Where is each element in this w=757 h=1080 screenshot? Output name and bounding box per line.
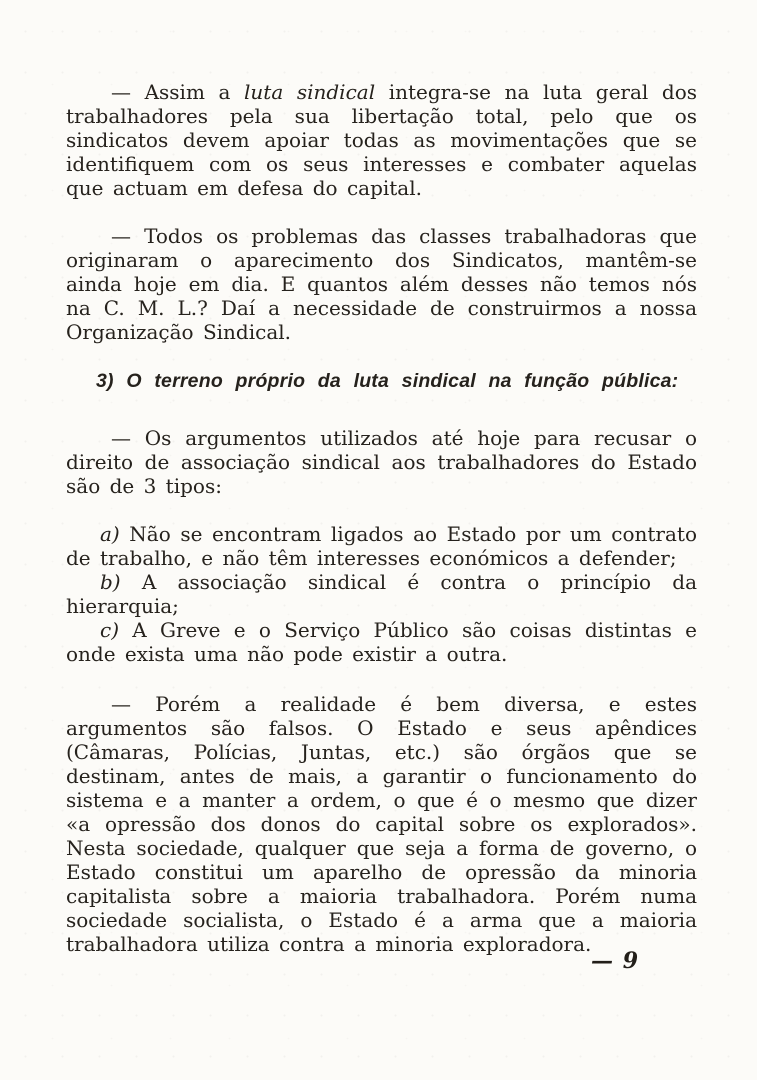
argument-list (66, 522, 697, 666)
section-heading: 3) O terreno próprio da luta sindical na função pública: (96, 370, 679, 392)
paragraph-rest-text: integra-se na luta geral dos trabalhadores pela sua libertação total, pelo que os sindicatos devem apoiar todas as movimentações que se identifiquem com os seus interesses e combater aquelas que actuam em defesa do capital. (66, 80, 697, 200)
paragraph-lead-text: — Assim a (111, 80, 245, 104)
list-item-c (66, 618, 697, 666)
paragraph-luta-sindical (66, 80, 697, 200)
list-item-a (66, 522, 697, 570)
list-item-b (66, 570, 697, 618)
list-item-a-marker: a) (100, 522, 120, 546)
list-item-b-marker: b) (100, 570, 121, 594)
page-number: — 9 (591, 948, 639, 974)
paragraph-os-argumentos: — Os argumentos utilizados até hoje para recusar o direito de associação sindical aos trabalhadores do Estado são de 3 tipos: (66, 426, 697, 498)
list-item-c-text: A Greve e o Serviço Público são coisas distintas e onde exista uma não pode existir a outra. (66, 618, 697, 666)
list-item-c-marker: c) (100, 618, 120, 642)
list-item-b-text: A associação sindical é contra o princípio da hierarquia; (66, 570, 697, 618)
paragraph-todos-os-problemas: — Todos os problemas das classes trabalhadoras que originaram o aparecimento dos Sindicatos, mantêm-se ainda hoje em dia. E quantos além desses não temos nós na C. M. L.? Daí a necessidade de construirmos a nossa Organização Sindical. (66, 224, 697, 344)
list-item-a-text: Não se encontram ligados ao Estado por um contrato de trabalho, e não têm interesses económicos a defender; (66, 522, 697, 570)
italic-phrase-luta-sindical: luta sindical (244, 80, 376, 104)
paragraph-porem-a-realidade: — Porém a realidade é bem diversa, e estes argumentos são falsos. O Estado e seus apêndices (Câmaras, Polícias, Juntas, etc.) são órgãos que se destinam, antes de mais, a garantir o funcionamento do sistema e a manter a ordem, o que é o mesmo que dizer «a opressão dos donos do capital sobre os explorados». Nesta sociedade, qualquer que seja a forma de governo, o Estado constitui um aparelho de opressão da minoria capitalista sobre a maioria trabalhadora. Porém numa sociedade socialista, o Estado é a arma que a maioria trabalhadora utiliza contra a minoria exploradora. (66, 692, 697, 956)
